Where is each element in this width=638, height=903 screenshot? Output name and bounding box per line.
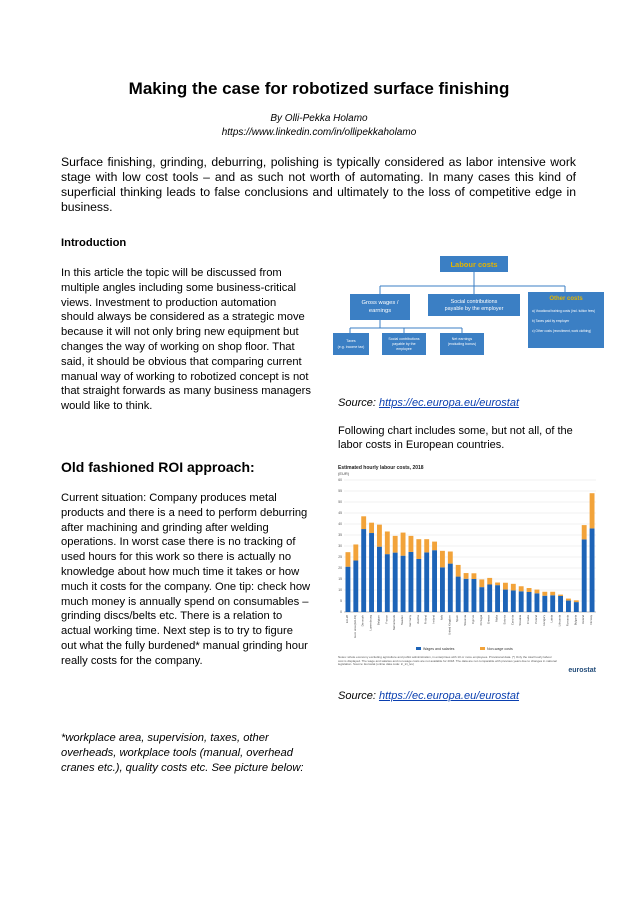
footnote-text: *workplace area, supervision, taxes, other overheads, workplace tools (manual, overhead cranes etc.), quality costs etc. See picture below: <box>61 732 304 774</box>
introduction-text: In this article the topic will be discussed from multiple angles including some business-critical views. Investment to production automation should always be considered as a strategic move because it will not only bring new equipment but changes the way of working on shop floor. That said, it should be obvious that comparing current manual way of working to robotized concept is not that straight forwards as many business managers would like to think. <box>61 267 311 413</box>
roi-text: Current situation: Company produces metal products and there is a need to perform deburring after machining and grinding after welding operations. In worst case there is no tracking of used hours for this work so there is actually no knowledge about how much time it takes or how much it costs for the company. One tip: check how much money is annually spend on consumables – grinding discs/belts etc. There is a relation to actual working time. Next step is to try to figure out what the fully burdened* manual grinding hour really costs for the company. <box>61 492 311 667</box>
bar-nonwage-eu-28 <box>345 552 350 567</box>
bar-nonwage-ireland <box>432 542 437 551</box>
chart-intro-text: Following chart includes some, but not all, of the labor costs in European countries. <box>338 425 573 451</box>
bar-wages-sweden <box>401 556 406 612</box>
x-tick-label: Slovenia <box>463 615 468 626</box>
y-tick-label: 15 <box>338 577 342 582</box>
x-tick-label: Denmark <box>360 615 365 627</box>
bar-nonwage-euro-area-ea-19- <box>353 544 358 560</box>
x-tick-label: Euro area (EA-19) <box>352 615 357 638</box>
bar-nonwage-croatia <box>527 588 532 592</box>
x-tick-label: Latvia <box>549 615 554 623</box>
chart-notes: Notes: whole economy excluding agriculture and public administration, in enterprises with 10 or more employees. Provisional data. (*) Only the total hourly labour cost is displayed. The wage and salaries and non-wage costs are not available for 2018. The data are not comparable with previous years due to changes in national legislation. Source: Eurostat (online data code: lc_lci_lev) <box>338 656 557 667</box>
diagram-gross-wages-box <box>350 294 410 320</box>
bar-wages-malta <box>495 585 500 612</box>
bar-wages-italy <box>440 567 445 612</box>
bar-nonwage-finland <box>424 539 429 552</box>
bar-nonwage-malta <box>495 583 500 586</box>
x-tick-label: Bulgaria <box>573 615 578 626</box>
bar-nonwage-spain <box>456 565 461 577</box>
x-tick-label: Iceland <box>581 615 586 625</box>
bar-nonwage-romania <box>566 599 571 601</box>
y-tick-label: 25 <box>338 555 342 560</box>
y-tick-label: 30 <box>338 544 342 549</box>
bar-wages-greece <box>487 585 492 613</box>
x-tick-label: Belgium <box>376 615 381 626</box>
diagram-other-costs-item-c: c) Other costs (recruitment, work clothing) <box>532 329 592 333</box>
x-tick-label: Greece <box>486 615 491 625</box>
diagram-employee-contrib-label: Social contributions payable by the employee <box>388 337 420 351</box>
bar-nonwage-italy <box>440 551 445 568</box>
eurostat-logo: eurostat <box>568 667 596 674</box>
diagram-taxes-box <box>333 333 369 355</box>
y-tick-label: 5 <box>340 599 342 604</box>
bar-wages-estonia <box>503 590 508 612</box>
labour-costs-diagram <box>330 234 605 390</box>
bar-wages-eu-28 <box>345 567 350 612</box>
bar-nonwage-latvia <box>550 592 555 596</box>
diagram-other-costs-label: Other costs <box>549 296 583 302</box>
y-tick-label: 50 <box>338 500 342 505</box>
bar-nonwage-france <box>385 531 390 554</box>
bar-wages-slovakia <box>519 591 524 612</box>
bar-wages-ireland <box>432 550 437 612</box>
y-tick-label: 10 <box>338 588 342 593</box>
bar-nonwage-slovakia <box>519 586 524 591</box>
y-tick-label: 45 <box>338 511 342 516</box>
source2-label: Source: <box>338 690 379 702</box>
diagram-gross-wages-label: Gross wages / earnings <box>361 300 399 314</box>
bar-nonwage-iceland <box>582 525 587 539</box>
diagram-other-costs-item-b: b) Taxes paid by employer <box>532 319 570 323</box>
bar-nonwage-portugal <box>479 579 484 587</box>
chart-source <box>338 689 578 703</box>
bar-wages-netherlands <box>393 553 398 612</box>
diagram-source <box>338 396 578 410</box>
bar-wages-denmark <box>361 529 366 612</box>
x-tick-label: Spain <box>455 615 460 623</box>
bar-wages-bulgaria <box>574 602 579 612</box>
y-tick-label: 60 <box>338 478 342 483</box>
y-tick-label: 40 <box>338 522 342 527</box>
legend-nonwage-swatch <box>480 647 485 650</box>
bar-wages-luxembourg <box>369 533 374 612</box>
page-title: Making the case for robotized surface finishing <box>128 79 510 98</box>
bar-wages-france <box>385 554 390 612</box>
x-tick-label: Czechia <box>510 615 515 626</box>
diagram-social-contrib-label: Social contributions payable by the employer <box>444 299 504 312</box>
labour-costs-chart <box>330 460 602 682</box>
bar-wages-latvia <box>550 595 555 612</box>
bar-wages-finland <box>424 552 429 612</box>
diagram-other-costs-item-a: a) Vocational training costs (incl. tuition fees) <box>532 309 596 313</box>
bar-nonwage-austria <box>416 539 421 559</box>
x-tick-label: Austria <box>415 615 420 624</box>
bar-wages-croatia <box>527 592 532 612</box>
bar-nonwage-luxembourg <box>369 523 374 533</box>
x-tick-label: United Kingdom <box>447 615 452 635</box>
x-tick-label: Malta <box>494 615 499 622</box>
bar-nonwage-united-kingdom <box>448 552 453 564</box>
legend-wages-label: Wages and salaries <box>423 647 455 651</box>
x-tick-label: Norway <box>589 615 594 625</box>
y-tick-label: 55 <box>338 489 342 494</box>
bar-wages-belgium <box>377 547 382 612</box>
x-tick-label: Ireland <box>431 615 436 624</box>
introduction-heading: Introduction <box>61 237 127 249</box>
diagram-taxes-label: Taxes (e.g. income tax) <box>337 339 365 349</box>
bar-nonwage-sweden <box>401 533 406 556</box>
bar-nonwage-germany <box>408 536 413 552</box>
diagram-source-link[interactable]: https://ec.europa.eu/eurostat <box>378 397 520 409</box>
bar-nonwage-bulgaria <box>574 600 579 602</box>
bar-nonwage-lithuania <box>558 595 563 596</box>
bar-nonwage-cyprus <box>471 573 476 579</box>
intro-paragraph: Surface finishing, grinding, deburring, polishing is typically considered as labor intensive work stage with low cost tools – and as such not worth of automating. In many cases this kind of superficial thinking leads to false conclusions and ultimately to the loss of competitive edge in business. <box>61 155 576 214</box>
x-tick-label: France <box>384 615 389 624</box>
roi-heading: Old fashioned ROI approach: <box>61 459 255 475</box>
chart-subtitle: (EUR) <box>338 471 350 476</box>
chart-title: Estimated hourly labour costs, 2018 <box>338 465 424 471</box>
diagram-net-earnings-label: Net earnings (excluding bonus) <box>447 337 477 346</box>
bar-wages-romania <box>566 601 571 612</box>
y-tick-label: 0 <box>340 610 342 615</box>
bar-wages-portugal <box>479 587 484 612</box>
bar-nonwage-norway <box>590 493 595 528</box>
y-tick-label: 35 <box>338 533 342 538</box>
x-tick-label: EU-28 <box>344 615 349 623</box>
author-url[interactable]: https://www.linkedin.com/in/ollipekkaholamo <box>221 127 417 138</box>
legend-wages-swatch <box>416 647 421 650</box>
bar-nonwage-czechia <box>511 584 516 591</box>
x-tick-label: Estonia <box>502 615 507 625</box>
source-label: Source: <box>338 397 379 409</box>
x-tick-label: Netherlands <box>392 615 397 631</box>
bar-nonwage-netherlands <box>393 536 398 553</box>
bar-nonwage-greece <box>487 578 492 585</box>
bar-wages-norway <box>590 528 595 612</box>
y-tick-label: 20 <box>338 566 342 571</box>
x-tick-label: Croatia <box>526 615 531 625</box>
bar-wages-germany <box>408 552 413 612</box>
bar-nonwage-hungary <box>542 592 547 596</box>
chart-source-link[interactable]: https://ec.europa.eu/eurostat <box>378 690 520 702</box>
bar-wages-slovenia <box>464 579 469 612</box>
x-tick-label: Romania <box>565 615 570 627</box>
x-tick-label: Portugal <box>478 615 483 626</box>
x-tick-label: Luxembourg <box>368 615 373 631</box>
bar-wages-lithuania <box>558 596 563 612</box>
bar-nonwage-estonia <box>503 583 508 590</box>
x-tick-label: Italy <box>439 615 444 621</box>
bar-wages-spain <box>456 577 461 612</box>
x-tick-label: Hungary <box>541 615 546 626</box>
bar-wages-austria <box>416 559 421 612</box>
x-tick-label: Cyprus <box>470 615 475 624</box>
bar-wages-iceland <box>582 539 587 612</box>
x-tick-label: Slovakia <box>518 615 523 626</box>
diagram-root-label: Labour costs <box>450 260 498 269</box>
diagram-social-contrib-box <box>428 294 520 316</box>
x-tick-label: Germany <box>407 615 412 627</box>
bar-wages-euro-area-ea-19- <box>353 561 358 612</box>
legend-nonwage-label: Non-wage costs <box>487 647 513 651</box>
x-tick-label: Sweden <box>400 615 405 626</box>
x-tick-label: Lithuania <box>557 615 562 627</box>
bar-wages-united-kingdom <box>448 564 453 612</box>
bar-nonwage-belgium <box>377 525 382 547</box>
bar-wages-cyprus <box>471 579 476 612</box>
bar-nonwage-denmark <box>361 516 366 529</box>
x-tick-label: Finland <box>423 615 428 625</box>
bar-nonwage-poland <box>534 590 539 594</box>
x-tick-label: Poland <box>533 615 538 624</box>
bar-nonwage-slovenia <box>464 573 469 579</box>
bar-wages-czechia <box>511 590 516 612</box>
author-line: By Olli-Pekka Holamo <box>270 113 368 124</box>
bar-wages-hungary <box>542 596 547 612</box>
bar-wages-poland <box>534 593 539 612</box>
